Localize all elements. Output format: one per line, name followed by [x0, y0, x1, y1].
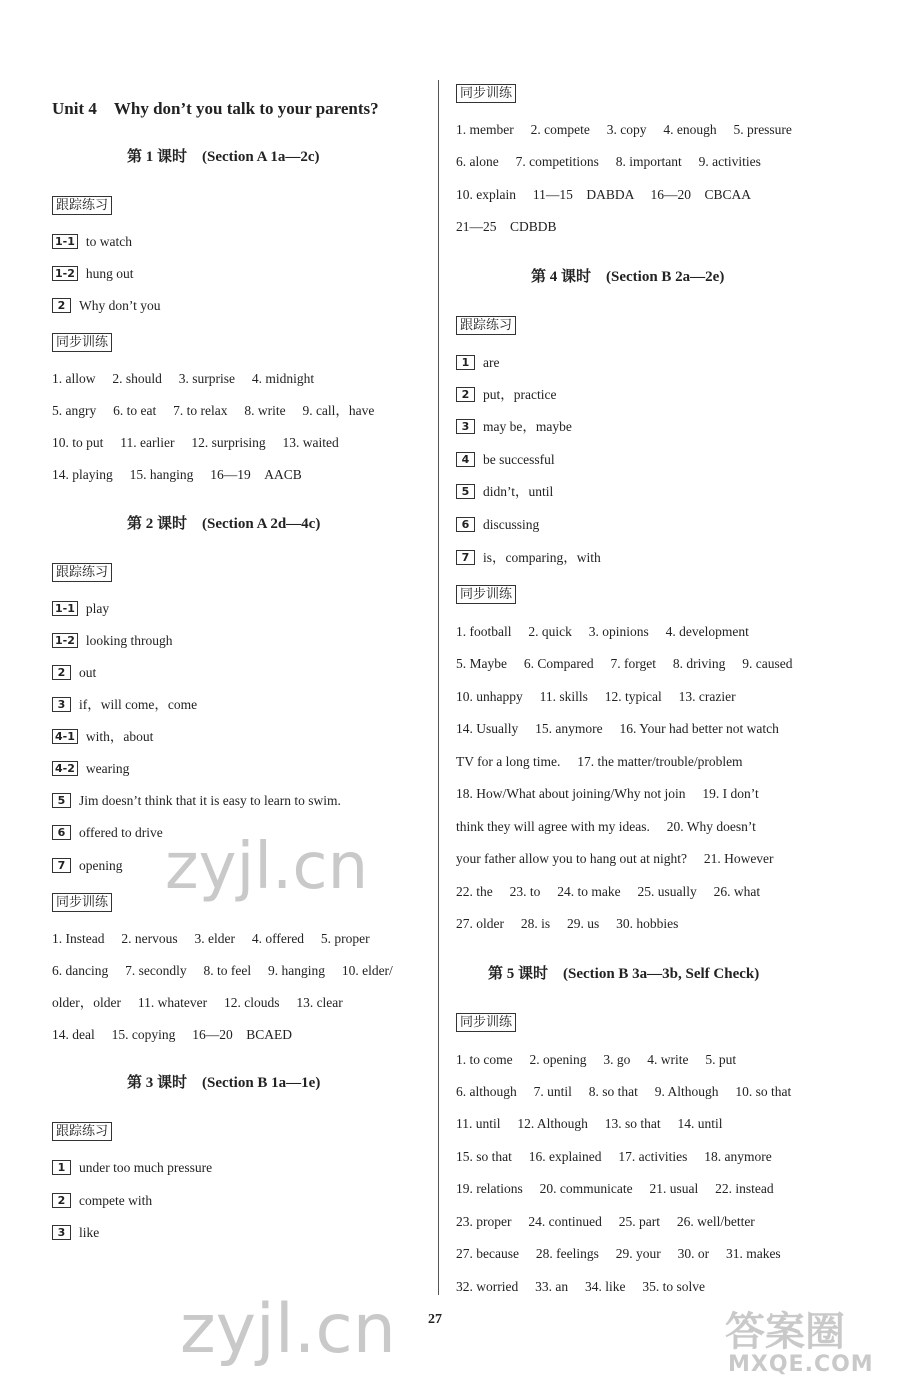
- answer-line: 7 is，comparing，with: [456, 549, 601, 567]
- section-head: 跟踪练习: [52, 1122, 112, 1141]
- answer-line: 1-1 to watch: [52, 233, 132, 251]
- item-tag: 7: [52, 858, 71, 873]
- page-number: 27: [428, 1312, 442, 1327]
- answer-line: 22. the 23. to 24. to make 25. usually 26. what: [456, 884, 761, 899]
- answer-line: 19. relations 20. communicate 21. usual 22. instead: [456, 1181, 774, 1196]
- item-tag: 3: [456, 419, 475, 434]
- section-head: 跟踪练习: [456, 316, 516, 335]
- item-tag: 4-2: [52, 761, 78, 776]
- item-tag: 1-2: [52, 633, 78, 648]
- item-tag: 6: [456, 517, 475, 532]
- answer-line: 1 are: [456, 354, 499, 372]
- answer-line: 21—25 CDBDB: [456, 219, 557, 234]
- item-tag: 3: [52, 1225, 71, 1240]
- answer-line: 1 under too much pressure: [52, 1159, 212, 1177]
- answer-line: 10. to put 11. earlier 12. surprising 13. waited: [52, 435, 339, 450]
- answer-line: 2 compete with: [52, 1192, 152, 1210]
- answer-line: 1-2 looking through: [52, 632, 173, 650]
- item-tag: 2: [52, 665, 71, 680]
- answer-line: TV for a long time. 17. the matter/trouble/problem: [456, 754, 743, 769]
- answer-line: 4-2 wearing: [52, 760, 129, 778]
- answer-line: 10. unhappy 11. skills 12. typical 13. crazier: [456, 689, 736, 704]
- item-tag: 2: [456, 387, 475, 402]
- section-head: 跟踪练习: [52, 563, 112, 582]
- unit-title: Unit 4 Why don’t you talk to your parents?: [52, 99, 379, 118]
- item-tag: 3: [52, 697, 71, 712]
- answer-line: 18. How/What about joining/Why not join 19. I don’t: [456, 786, 759, 801]
- answer-line: 15. so that 16. explained 17. activities 18. anymore: [456, 1149, 772, 1164]
- answer-line: 1. member 2. compete 3. copy 4. enough 5. pressure: [456, 122, 792, 137]
- item-tag: 1: [456, 355, 475, 370]
- item-tag: 7: [456, 550, 475, 565]
- answer-line: 5. Maybe 6. Compared 7. forget 8. driving 9. caused: [456, 656, 793, 671]
- answer-line: 1. football 2. quick 3. opinions 4. development: [456, 624, 749, 639]
- section-head: 跟踪练习: [52, 196, 112, 215]
- item-tag: 5: [52, 793, 71, 808]
- section-head: 同步训练: [52, 893, 112, 912]
- item-tag: 1-2: [52, 266, 78, 281]
- answer-line: 3 if，will come，come: [52, 696, 197, 714]
- watermark: MXQE.COM: [728, 1352, 874, 1377]
- watermark: 答案圈: [725, 1309, 845, 1355]
- answer-line: 27. older 28. is 29. us 30. hobbies: [456, 916, 679, 931]
- answer-line: 32. worried 33. an 34. like 35. to solve: [456, 1279, 705, 1294]
- answer-line: 3 like: [52, 1224, 99, 1242]
- answer-line: 14. playing 15. hanging 16—19 AACB: [52, 467, 302, 482]
- item-tag: 4: [456, 452, 475, 467]
- column-divider: [438, 80, 439, 1295]
- lesson-title: 第 2 课时 (Section A 2d—4c): [127, 516, 321, 532]
- section-head: 同步训练: [456, 1013, 516, 1032]
- answer-line: 6. although 7. until 8. so that 9. Although 10. so that: [456, 1084, 792, 1099]
- answer-line: 2 put，practice: [456, 386, 556, 404]
- answer-line: 23. proper 24. continued 25. part 26. well/better: [456, 1214, 755, 1229]
- answer-line: 2 Why don’t you: [52, 297, 161, 315]
- answer-line: think they will agree with my ideas. 20. Why doesn’t: [456, 819, 756, 834]
- answer-line: 6. alone 7. competitions 8. important 9. activities: [456, 154, 761, 169]
- answer-line: 1-2 hung out: [52, 265, 134, 283]
- section-head: 同步训练: [456, 84, 516, 103]
- item-tag: 1-1: [52, 234, 78, 249]
- answer-line: 7 opening: [52, 857, 123, 875]
- answer-line: 1. to come 2. opening 3. go 4. write 5. put: [456, 1052, 737, 1067]
- lesson-title: 第 3 课时 (Section B 1a—1e): [127, 1075, 321, 1091]
- section-head: 同步训练: [52, 333, 112, 352]
- answer-line: 14. deal 15. copying 16—20 BCAED: [52, 1027, 292, 1042]
- answer-line: your father allow you to hang out at night? 21. However: [456, 851, 774, 866]
- lesson-title: 第 5 课时 (Section B 3a—3b, Self Check): [488, 966, 760, 982]
- answer-line: 5 didn’t，until: [456, 483, 553, 501]
- answer-line: 3 may be，maybe: [456, 418, 572, 436]
- answer-line: 4-1 with，about: [52, 728, 153, 746]
- item-tag: 6: [52, 825, 71, 840]
- answer-line: 2 out: [52, 664, 96, 682]
- item-tag: 2: [52, 1193, 71, 1208]
- answer-line: 1. Instead 2. nervous 3. elder 4. offered 5. proper: [52, 931, 370, 946]
- item-tag: 5: [456, 484, 475, 499]
- answer-line: 27. because 28. feelings 29. your 30. or 31. makes: [456, 1246, 781, 1261]
- answer-line: 10. explain 11—15 DABDA 16—20 CBCAA: [456, 187, 752, 202]
- answer-line: 5. angry 6. to eat 7. to relax 8. write 9. call，have: [52, 403, 375, 418]
- lesson-title: 第 4 课时 (Section B 2a—2e): [531, 269, 725, 285]
- answer-line: 11. until 12. Although 13. so that 14. until: [456, 1116, 723, 1131]
- watermark: zyjl.cn: [165, 830, 369, 904]
- answer-line: 4 be successful: [456, 451, 555, 469]
- answer-line: 1-1 play: [52, 600, 109, 618]
- lesson-title: 第 1 课时 (Section A 1a—2c): [127, 149, 320, 165]
- item-tag: 4-1: [52, 729, 78, 744]
- answer-line: 1. allow 2. should 3. surprise 4. midnight: [52, 371, 315, 386]
- item-tag: 1: [52, 1160, 71, 1175]
- item-tag: 1-1: [52, 601, 78, 616]
- watermark: zyjl.cn: [180, 1290, 396, 1369]
- answer-line: 5 Jim doesn’t think that it is easy to learn to swim.: [52, 792, 341, 810]
- answer-line: 14. Usually 15. anymore 16. Your had better not watch: [456, 721, 779, 736]
- answer-line: older，older 11. whatever 12. clouds 13. clear: [52, 995, 343, 1010]
- answer-line: 6 offered to drive: [52, 824, 163, 842]
- item-tag: 2: [52, 298, 71, 313]
- answer-line: 6. dancing 7. secondly 8. to feel 9. hanging 10. elder/: [52, 963, 393, 978]
- section-head: 同步训练: [456, 585, 516, 604]
- answer-line: 6 discussing: [456, 516, 539, 534]
